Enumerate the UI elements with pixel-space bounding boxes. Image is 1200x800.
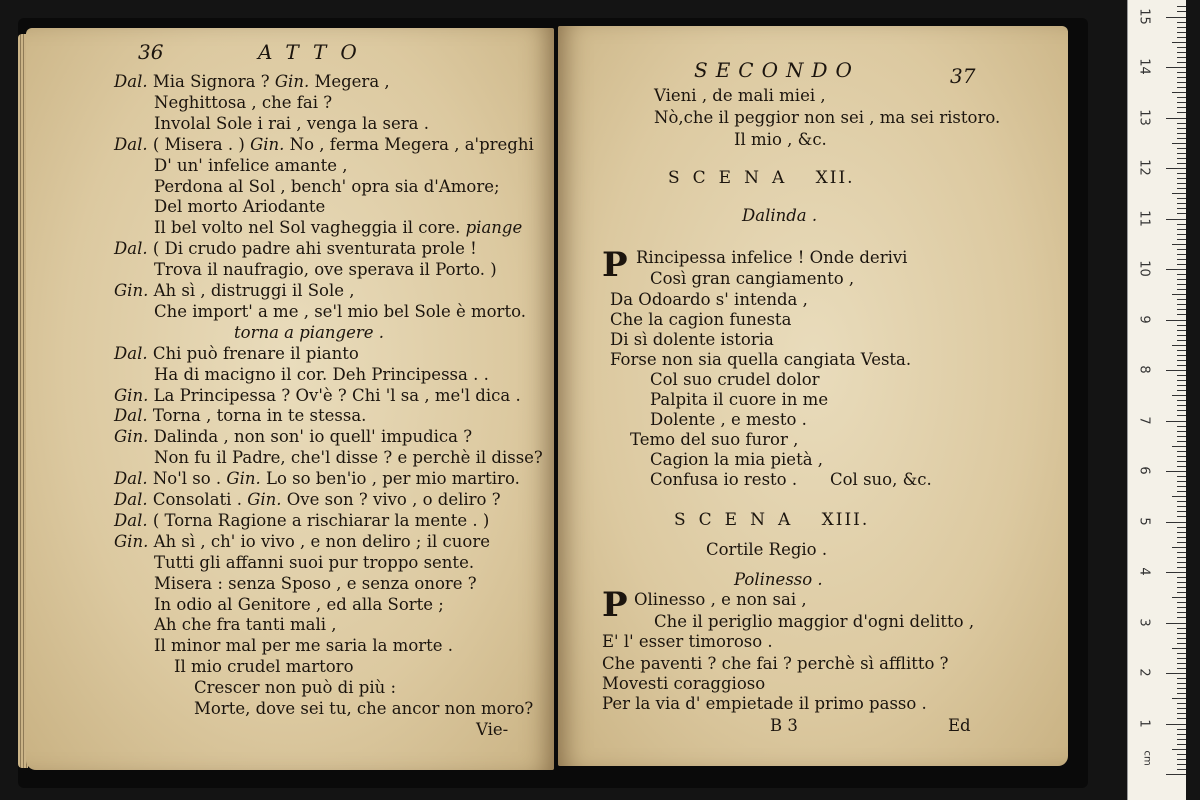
text-line: Nò,che il peggior non sei , ma sei ristoro. <box>654 108 1001 127</box>
ruler-tick <box>1177 178 1186 179</box>
ruler-tick <box>1177 173 1186 174</box>
ruler-tick <box>1177 582 1186 583</box>
ruler-tick <box>1172 143 1186 144</box>
ruler-label: 13 <box>1136 108 1152 126</box>
ruler-tick <box>1177 729 1186 730</box>
ruler-tick <box>1172 193 1186 194</box>
ruler-tick <box>1177 708 1186 709</box>
ruler-tick <box>1177 325 1186 326</box>
line-text: ( Misera . ) <box>147 134 251 154</box>
ruler-tick <box>1177 107 1186 108</box>
ruler-tick <box>1177 658 1186 659</box>
ruler-label: 7 <box>1136 415 1152 425</box>
speaker-name: Dal. <box>114 239 148 259</box>
ruler-tick <box>1177 82 1186 83</box>
ruler-tick <box>1177 299 1186 300</box>
ruler-label: 3 <box>1136 617 1152 627</box>
ruler-label: 4 <box>1136 567 1152 576</box>
text-line <box>114 511 489 531</box>
ruler-tick <box>1177 537 1186 538</box>
ruler-tick <box>1177 693 1186 694</box>
right-running-head: SECONDO <box>694 58 860 82</box>
speaker-name: Gin. <box>114 281 149 300</box>
ruler-tick <box>1177 628 1186 629</box>
line-text: Non fu il Padre, che'l disse ? e perchè il disse? <box>154 448 543 468</box>
text-line: Da Odoardo s' intenda , <box>610 290 808 309</box>
line-text: Il bel volto nel Sol vagheggia il core. <box>154 218 466 238</box>
ruler-tick <box>1177 229 1186 230</box>
ruler-label: 10 <box>1136 260 1152 277</box>
text-line: Il mio , &c. <box>734 130 827 149</box>
ruler-tick <box>1177 6 1186 7</box>
text-line <box>154 156 347 176</box>
line-text: Ah che fra tanti mali , <box>154 615 337 635</box>
ruler-tick <box>1177 112 1186 113</box>
ruler-tick <box>1177 501 1186 502</box>
left-running-head: ATTO <box>258 40 371 64</box>
scene-character: Polinesso . <box>734 570 823 589</box>
text-line <box>114 490 501 510</box>
text-line <box>154 615 337 635</box>
ruler-tick <box>1177 491 1186 492</box>
ruler-tick <box>1166 774 1186 775</box>
ruler-tick <box>1177 32 1186 33</box>
ruler-tick <box>1177 466 1186 467</box>
ruler-tick <box>1177 739 1186 740</box>
ruler-tick <box>1177 309 1186 310</box>
ruler-tick <box>1166 370 1186 371</box>
ruler-tick <box>1177 527 1186 528</box>
text-line <box>114 72 390 92</box>
ruler-tick <box>1177 213 1186 214</box>
ruler-tick <box>1172 648 1186 649</box>
ruler-tick <box>1177 380 1186 381</box>
speaker-name: Dal. <box>114 510 148 530</box>
ruler-tick <box>1177 198 1186 199</box>
text-line <box>154 197 325 217</box>
ruler-tick <box>1177 52 1186 53</box>
text-line <box>114 406 366 426</box>
ruler-tick <box>1166 320 1186 321</box>
ruler-tick <box>1177 279 1186 280</box>
ruler-tick <box>1166 522 1186 523</box>
text-line <box>154 218 522 238</box>
ruler-tick <box>1177 314 1186 315</box>
ruler-tick <box>1177 451 1186 452</box>
ruler-tick <box>1177 663 1186 664</box>
ruler-tick <box>1177 274 1186 275</box>
text-line <box>114 427 472 447</box>
right-page-number: 37 <box>950 64 976 88</box>
text-line <box>476 720 508 740</box>
measurement-ruler <box>1127 0 1186 800</box>
text-line <box>114 469 520 489</box>
line-text: ( Torna Ragione a rischiarar la mente . ) <box>147 510 490 530</box>
text-line <box>114 281 355 301</box>
text-line <box>154 114 429 134</box>
ruler-tick <box>1172 547 1186 548</box>
signature-mark: B 3 <box>770 716 798 735</box>
ruler-tick <box>1177 203 1186 204</box>
ruler-tick <box>1177 476 1186 477</box>
text-line: E' l' esser timoroso . <box>602 632 773 651</box>
text-line <box>154 365 489 385</box>
ruler-tick <box>1177 744 1186 745</box>
ruler-tick <box>1177 410 1186 411</box>
left-page <box>26 28 554 770</box>
ruler-tick <box>1177 602 1186 603</box>
ruler-tick <box>1177 703 1186 704</box>
scene-number: XIII. <box>821 510 870 530</box>
drop-cap: P <box>602 585 628 625</box>
speaker-name: Gin. <box>114 427 149 447</box>
text-line: Movesti coraggioso <box>602 674 766 693</box>
text-line <box>114 386 521 406</box>
text-line: Che il periglio maggior d'ogni delitto , <box>654 612 975 631</box>
ruler-tick <box>1177 754 1186 755</box>
line-text: Perdona al Sol , bench' opra sia d'Amore; <box>154 176 500 196</box>
speaker-name: Dal. <box>114 343 148 363</box>
ruler-tick <box>1166 421 1186 422</box>
ruler-tick <box>1177 769 1186 770</box>
ruler-tick <box>1177 330 1186 331</box>
ruler-label: 15 <box>1136 7 1152 25</box>
ruler-tick <box>1177 355 1186 356</box>
ruler-tick <box>1177 208 1186 209</box>
text-line: Forse non sia quella cangiata Vesta. <box>610 350 912 369</box>
line-text: Ha di macigno il cor. Deh Principessa . . <box>154 364 489 384</box>
ruler-tick <box>1166 118 1186 119</box>
stage-direction: torna a piangere . <box>234 322 385 342</box>
line-text: Tutti gli affanni suoi pur troppo sente. <box>154 552 475 572</box>
ruler-tick <box>1172 42 1186 43</box>
ruler-tick <box>1177 718 1186 719</box>
ruler-tick <box>1177 153 1186 154</box>
ruler-tick <box>1172 395 1186 396</box>
line-text: Il mio crudel martoro <box>174 657 354 677</box>
text-line <box>154 93 332 113</box>
text-line: Olinesso , e non sai , <box>634 590 807 609</box>
ruler-tick <box>1172 92 1186 93</box>
ruler-tick <box>1177 284 1186 285</box>
line-text: No , ferma Megera , a'preghi <box>284 134 534 154</box>
speaker-name: Dal. <box>114 469 148 489</box>
ruler-tick <box>1177 289 1186 290</box>
ruler-tick <box>1177 668 1186 669</box>
line-text: Il minor mal per me saria la morte . <box>154 636 454 656</box>
ruler-tick <box>1177 562 1186 563</box>
speaker-name: Gin. <box>250 134 285 154</box>
scene-label: SCENA <box>668 168 798 188</box>
text-line: Temo del suo furor , <box>630 430 799 449</box>
ruler-tick <box>1177 102 1186 103</box>
ruler-tick <box>1177 643 1186 644</box>
ruler-tick <box>1177 163 1186 164</box>
ruler-tick <box>1177 57 1186 58</box>
ruler-tick <box>1166 168 1186 169</box>
ruler-tick <box>1172 496 1186 497</box>
ruler-tick <box>1177 516 1186 517</box>
ruler-label: 2 <box>1136 668 1152 677</box>
ruler-tick <box>1172 244 1186 245</box>
line-text: Megera , <box>309 72 390 91</box>
ruler-tick <box>1166 67 1186 68</box>
speaker-name: Dal. <box>114 490 148 509</box>
ruler-unit: cm <box>1141 750 1153 766</box>
ruler-tick <box>1177 188 1186 189</box>
line-text: Lo so ben'io , per mio martiro. <box>260 469 520 489</box>
ruler-tick <box>1177 123 1186 124</box>
ruler-tick <box>1177 234 1186 235</box>
ruler-tick <box>1177 239 1186 240</box>
catchword: Ed <box>948 716 971 735</box>
ruler-tick <box>1177 552 1186 553</box>
ruler-label: 6 <box>1136 466 1152 475</box>
text-line <box>154 595 444 615</box>
ruler-tick <box>1177 486 1186 487</box>
stage-direction: piange <box>465 218 523 238</box>
ruler-tick <box>1177 37 1186 38</box>
ruler-tick <box>1177 431 1186 432</box>
ruler-tick <box>1166 623 1186 624</box>
ruler-tick <box>1177 612 1186 613</box>
ruler-tick <box>1166 724 1186 725</box>
speaker-name: Dal. <box>114 406 148 426</box>
ruler-tick <box>1177 638 1186 639</box>
text-line: Che paventi ? che fai ? perchè sì afflitto ? <box>602 654 949 673</box>
text-line: Cagion la mia pietà , <box>650 450 824 469</box>
text-line: Confusa io resto . <box>650 470 798 489</box>
drop-cap: P <box>602 245 628 285</box>
ruler-tick <box>1177 713 1186 714</box>
ruler-tick <box>1166 219 1186 220</box>
ruler-tick <box>1177 405 1186 406</box>
line-text: Involal Sole i rai , venga la sera . <box>154 113 429 133</box>
ruler-tick <box>1177 592 1186 593</box>
ruler-tick <box>1177 138 1186 139</box>
line-text: No'l so . <box>147 469 227 489</box>
ruler-tick <box>1177 183 1186 184</box>
text-line <box>114 239 477 259</box>
left-page-number: 36 <box>138 40 164 64</box>
text-line <box>114 344 359 364</box>
ruler-tick <box>1177 360 1186 361</box>
text-line <box>154 177 500 197</box>
ruler-tick <box>1172 597 1186 598</box>
ruler-tick <box>1177 436 1186 437</box>
ruler-tick <box>1177 27 1186 28</box>
line-text: Misera : senza Sposo , e senza onore ? <box>154 573 477 593</box>
text-line <box>154 302 526 322</box>
ruler-tick <box>1177 678 1186 679</box>
ruler-tick <box>1177 47 1186 48</box>
ruler-label: 11 <box>1136 209 1152 227</box>
speaker-name: Dal. <box>114 134 148 154</box>
ruler-tick <box>1177 441 1186 442</box>
ruler-tick <box>1177 22 1186 23</box>
ruler-tick <box>1177 254 1186 255</box>
scene-character: Dalinda . <box>742 206 818 225</box>
ruler-tick <box>1177 249 1186 250</box>
ruler-tick <box>1177 506 1186 507</box>
text-line: Col suo, &c. <box>830 470 932 489</box>
ruler-label: 8 <box>1136 365 1152 374</box>
ruler-tick <box>1177 97 1186 98</box>
ruler-tick <box>1177 456 1186 457</box>
text-line <box>194 678 396 698</box>
ruler-tick <box>1177 340 1186 341</box>
scene-heading <box>674 510 869 530</box>
text-line: Col suo crudel dolor <box>650 370 820 389</box>
line-text: Che import' a me , se'l mio bel Sole è morto. <box>154 301 526 321</box>
line-text: Dalinda , non son' io quell' impudica ? <box>148 427 473 447</box>
ruler-tick <box>1177 617 1186 618</box>
ruler-tick <box>1177 72 1186 73</box>
ruler-label: 12 <box>1136 159 1152 176</box>
ruler-tick <box>1177 350 1186 351</box>
ruler-tick <box>1177 259 1186 260</box>
ruler-label: 5 <box>1136 516 1152 526</box>
ruler-tick <box>1177 683 1186 684</box>
line-text: Trova il naufragio, ove sperava il Porto. ) <box>154 260 497 280</box>
ruler-tick <box>1177 390 1186 391</box>
ruler-label: 14 <box>1136 58 1152 75</box>
ruler-tick <box>1177 400 1186 401</box>
ruler-tick <box>1177 133 1186 134</box>
ruler-tick <box>1172 345 1186 346</box>
text-line: Che la cagion funesta <box>610 310 792 329</box>
scene-setting: Cortile Regio . <box>706 540 828 559</box>
line-text: Vie- <box>476 719 509 739</box>
ruler-tick <box>1177 764 1186 765</box>
line-text: Ah sì , distruggi il Sole , <box>148 281 355 300</box>
line-text: Mia Signora ? <box>147 72 275 91</box>
ruler-tick <box>1172 294 1186 295</box>
ruler-tick <box>1177 557 1186 558</box>
text-line: Di sì dolente istoria <box>610 330 774 349</box>
ruler-tick <box>1177 77 1186 78</box>
ruler-tick <box>1166 471 1186 472</box>
ruler-tick <box>1177 148 1186 149</box>
text-line <box>154 553 474 573</box>
line-text: Ah sì , ch' io vivo , e non deliro ; il cuore <box>148 531 490 551</box>
text-line <box>114 532 490 552</box>
ruler-tick <box>1166 572 1186 573</box>
ruler-tick <box>1177 607 1186 608</box>
line-text: Ove son ? vivo , o deliro ? <box>281 490 501 509</box>
line-text: In odio al Genitore , ed alla Sorte ; <box>154 594 444 614</box>
right-page <box>558 26 1068 766</box>
ruler-tick <box>1177 532 1186 533</box>
ruler-tick <box>1177 633 1186 634</box>
text-line <box>154 574 477 594</box>
line-text: Morte, dove sei tu, che ancor non moro? <box>194 699 534 718</box>
line-text: Del morto Ariodante <box>154 197 326 217</box>
ruler-tick <box>1177 264 1186 265</box>
ruler-tick <box>1177 426 1186 427</box>
scene-heading <box>668 168 855 188</box>
text-line <box>194 699 533 719</box>
ruler-tick <box>1177 415 1186 416</box>
ruler-tick <box>1177 688 1186 689</box>
speaker-name: Dal. <box>114 72 148 91</box>
ruler-tick <box>1177 567 1186 568</box>
ruler-tick <box>1172 446 1186 447</box>
ruler-tick <box>1177 11 1186 12</box>
ruler-tick <box>1177 577 1186 578</box>
text-line <box>114 135 534 155</box>
ruler-tick <box>1166 17 1186 18</box>
speaker-name: Gin. <box>226 469 261 489</box>
ruler-label: 9 <box>1136 314 1152 324</box>
line-text: Neghittosa , che fai ? <box>154 92 333 112</box>
line-text: ( Di crudo padre ahi sventurata prole ! <box>147 239 477 259</box>
ruler-tick <box>1177 304 1186 305</box>
ruler-tick <box>1177 461 1186 462</box>
text-line <box>154 448 543 468</box>
ruler-tick <box>1177 224 1186 225</box>
text-line <box>234 323 384 343</box>
text-line <box>154 636 453 656</box>
text-line <box>174 657 354 677</box>
ruler-tick <box>1177 587 1186 588</box>
ruler-tick <box>1177 653 1186 654</box>
speaker-name: Gin. <box>114 385 149 405</box>
text-line: Dolente , e mesto . <box>650 410 807 429</box>
text-line <box>154 260 497 280</box>
ruler-tick <box>1172 698 1186 699</box>
ruler-tick <box>1177 158 1186 159</box>
line-text: La Principessa ? Ov'è ? Chi 'l sa , me'l dica . <box>148 385 521 405</box>
speaker-name: Gin. <box>274 72 310 91</box>
ruler-tick <box>1177 365 1186 366</box>
text-line: Per la via d' empietade il primo passo . <box>602 694 927 713</box>
ruler-tick <box>1177 87 1186 88</box>
ruler-tick <box>1177 542 1186 543</box>
ruler-label: 1 <box>1136 718 1152 728</box>
ruler-tick <box>1177 375 1186 376</box>
ruler-tick <box>1166 269 1186 270</box>
ruler-tick <box>1177 385 1186 386</box>
line-text: Torna , torna in te stessa. <box>147 406 367 426</box>
speaker-name: Gin. <box>114 531 149 551</box>
ruler-tick <box>1177 335 1186 336</box>
line-text: D' un' infelice amante , <box>154 155 348 175</box>
ruler-tick <box>1177 511 1186 512</box>
scene-label: SCENA <box>674 510 804 530</box>
text-line: Palpita il cuore in me <box>650 390 829 409</box>
speaker-name: Gin. <box>247 490 282 509</box>
text-line: Rincipessa infelice ! Onde derivi <box>636 248 908 267</box>
ruler-tick <box>1177 62 1186 63</box>
ruler-tick <box>1166 673 1186 674</box>
ruler-tick <box>1177 734 1186 735</box>
text-line: Così gran cangiamento , <box>650 269 855 288</box>
ruler-tick <box>1172 749 1186 750</box>
line-text: Consolati . <box>147 490 248 509</box>
scene-number: XII. <box>815 168 855 188</box>
ruler-tick <box>1177 759 1186 760</box>
ruler-tick <box>1177 128 1186 129</box>
text-line: Vieni , de mali miei , <box>654 86 826 105</box>
line-text: Chi può frenare il pianto <box>147 343 359 363</box>
line-text: Crescer non può di più : <box>194 678 397 698</box>
ruler-tick <box>1177 481 1186 482</box>
